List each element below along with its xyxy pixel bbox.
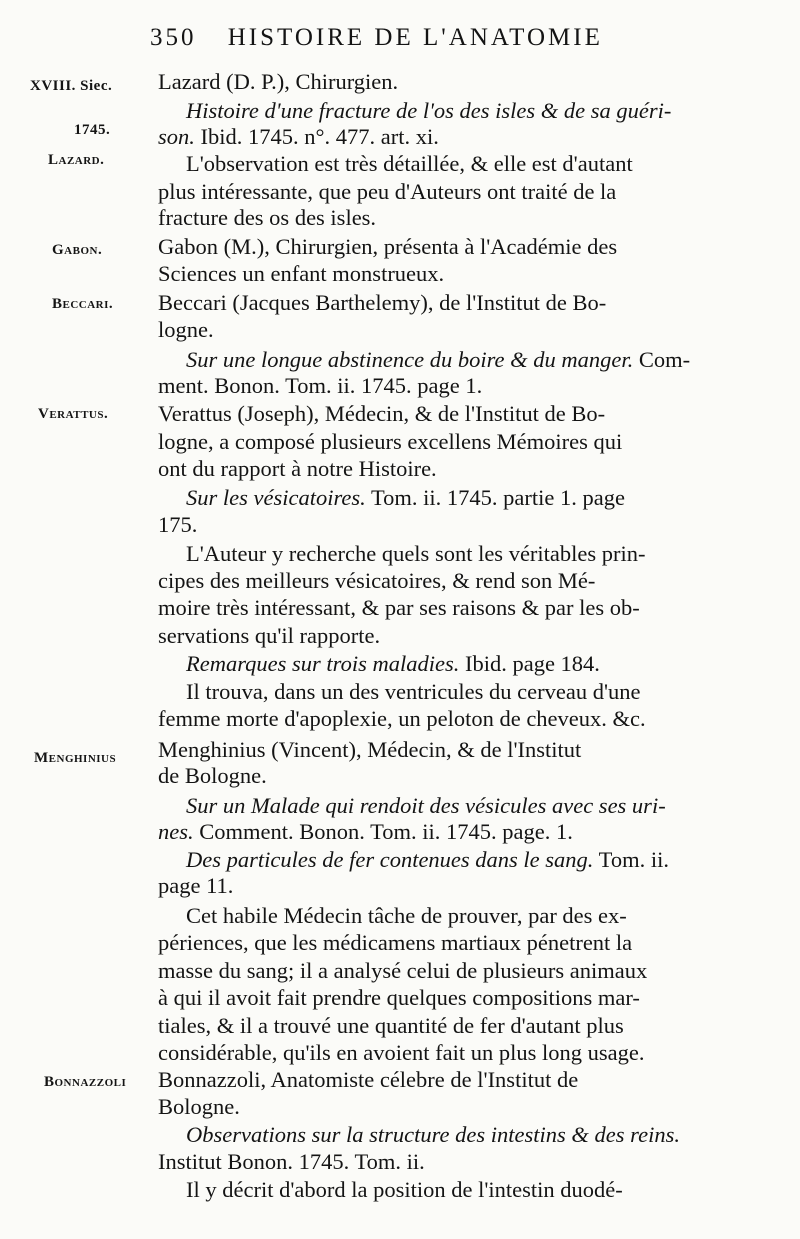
text-line: servations qu'il rapporte. (158, 623, 381, 648)
text-line: Cet habile Médecin tâche de prouver, par des ex- (186, 903, 627, 928)
text-line (186, 846, 790, 874)
margin-year: 1745. (74, 122, 111, 138)
text-line: de Bologne. (158, 763, 267, 788)
text-fragment: Remarques sur trois maladies. (186, 651, 460, 676)
text-fragment: nes. (158, 819, 194, 844)
text-fragment: Comment. Bonon. Tom. ii. 1745. page. 1. (199, 819, 573, 844)
text-line: logne, a composé plusieurs excellens Mémoires qui (158, 429, 623, 454)
text-line: Gabon (M.), Chirurgien, présenta à l'Académie des (158, 234, 618, 259)
text-line: Bonnazzoli, Anatomiste célebre de l'Institut de (158, 1067, 579, 1092)
text-fragment: Ibid. 1745. n°. 477. art. xi. (200, 124, 439, 149)
margin-gabon: Gabon. (52, 242, 103, 258)
text-line: L'observation est très détaillée, & elle est d'autant (186, 151, 633, 176)
text-line: Observations sur la structure des intestins & des reins. (186, 1122, 680, 1147)
text-line: 175. (158, 512, 198, 537)
text-line: logne. (158, 317, 214, 342)
text-line: page 11. (158, 873, 234, 898)
text-line: cipes des meilleurs vésicatoires, & rend son Mé- (158, 568, 596, 593)
text-line: Histoire d'une fracture de l'os des isles & de sa guéri- (186, 98, 672, 123)
text-line: tiales, & il a trouvé une quantité de fer d'autant plus (158, 1013, 624, 1038)
text-line: Menghinius (Vincent), Médecin, & de l'Institut (158, 737, 582, 762)
margin-beccari: Beccari. (52, 296, 114, 312)
page-header (150, 24, 790, 52)
text-line: ment. Bonon. Tom. ii. 1745. page 1. (158, 373, 483, 398)
text-line (186, 346, 790, 374)
text-line: fracture des os des isles. (158, 205, 377, 230)
text-fragment: Sur une longue abstinence du boire & du manger. (186, 347, 634, 372)
page-number: 350 (150, 24, 197, 51)
text-line: considérable, qu'ils en avoient fait un plus long usage. (158, 1040, 645, 1065)
margin-verattus: Verattus. (38, 406, 109, 422)
text-fragment: Com- (638, 347, 691, 372)
text-line: plus intéressante, que peu d'Auteurs ont traité de la (158, 179, 617, 204)
text-line: périences, que les médicamens martiaux pénetrent la (158, 930, 633, 955)
text-line: ont du rapport à notre Histoire. (158, 456, 437, 481)
running-title: HISTOIRE DE L'ANATOMIE (227, 24, 603, 51)
margin-bonnazzoli: Bonnazzoli (44, 1074, 127, 1090)
margin-century: XVIII. Siec. (30, 78, 113, 94)
text-fragment: son. (158, 124, 195, 149)
text-line: Beccari (Jacques Barthelemy), de l'Institut de Bo- (158, 290, 607, 315)
text-line (186, 650, 790, 678)
text-line: Sur un Malade qui rendoit des vésicules avec ses uri- (186, 793, 666, 818)
text-fragment: Des particules de fer contenues dans le sang. (186, 847, 594, 872)
margin-lazard: Lazard. (48, 152, 105, 168)
text-fragment: Tom. ii. 1745. partie 1. page (370, 485, 625, 510)
text-line: Institut Bonon. 1745. Tom. ii. (158, 1149, 425, 1174)
text-line: Verattus (Joseph), Médecin, & de l'Institut de Bo- (158, 401, 606, 426)
text-line (186, 484, 790, 512)
text-line: moire très intéressant, & par ses raisons & par les ob- (158, 595, 640, 620)
text-line: à qui il avoit fait prendre quelques compositions mar- (158, 985, 640, 1010)
text-fragment: Tom. ii. (598, 847, 669, 872)
text-fragment: Sur les vésicatoires. (186, 485, 366, 510)
text-line (158, 123, 790, 151)
text-fragment: Ibid. page 184. (464, 651, 600, 676)
text-line: L'Auteur y recherche quels sont les véritables prin- (186, 541, 646, 566)
text-line: femme morte d'apoplexie, un peloton de cheveux. &c. (158, 706, 646, 731)
text-line: Lazard (D. P.), Chirurgien. (158, 69, 399, 94)
text-line: masse du sang; il a analysé celui de plusieurs animaux (158, 958, 648, 983)
margin-menghinius: Menghinius (34, 750, 117, 766)
text-line: Il trouva, dans un des ventricules du cerveau d'une (186, 679, 641, 704)
text-line: Il y décrit d'abord la position de l'intestin duodé- (186, 1177, 623, 1202)
text-line: Bologne. (158, 1094, 240, 1119)
text-line: Sciences un enfant monstrueux. (158, 261, 445, 286)
text-line (158, 818, 790, 846)
